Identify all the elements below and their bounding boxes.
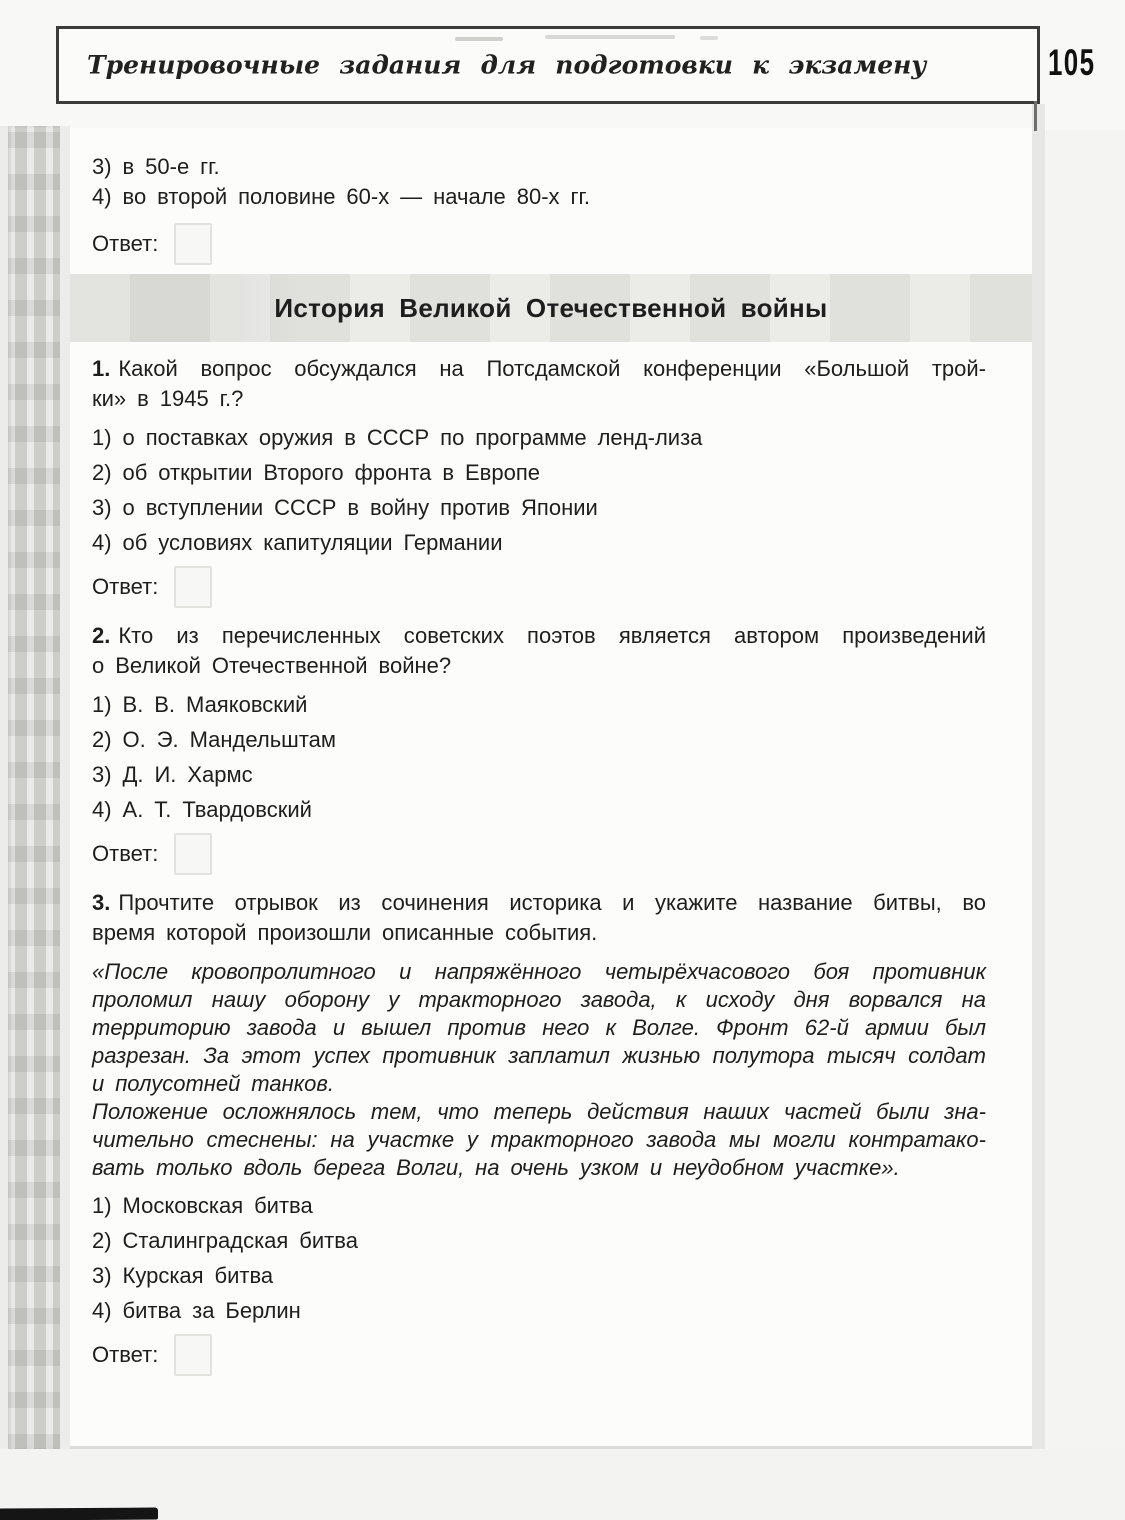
answer-write-in-box [174, 1334, 212, 1376]
option-line: 4) об условиях капитуляции Германии [92, 530, 503, 555]
option-line: 4) во второй половине 60-х — начале 80-х гг. [92, 184, 590, 209]
option-line: 3) о вступлении СССР в войну против Японии [92, 495, 598, 520]
question-number: 3. [92, 890, 111, 915]
answer-label: Ответ: [92, 231, 159, 256]
option-line: 2) Сталинградская битва [92, 1228, 358, 1253]
source-passage [92, 958, 986, 1182]
passage-line: и полусотней танков. [92, 1071, 334, 1096]
scan-artifact-bar [0, 1508, 158, 1520]
answer-label: Ответ: [92, 1342, 159, 1367]
answer-label: Ответ: [92, 574, 159, 599]
scan-ghost-mark [545, 35, 675, 39]
scan-ghost-mark [700, 36, 718, 40]
passage-line: чительно стеснены: на участке у тракторного завода мы могли контратако- [92, 1127, 986, 1152]
section-title: История Великой Отечественной войны [274, 293, 828, 323]
question-block-1 [92, 354, 986, 609]
question-stem-line [92, 621, 986, 651]
option-line: 1) Московская битва [92, 1193, 313, 1218]
options-list [92, 693, 986, 822]
question-stem-line: время которой произошли описанные события. [92, 920, 598, 945]
scan-bottom-margin [0, 1449, 1125, 1520]
question-number: 1. [92, 356, 111, 381]
option-line: 3) в 50-е гг. [92, 154, 220, 179]
page-number: 105 [1048, 42, 1096, 83]
question-number: 2. [92, 623, 111, 648]
answer-row [92, 222, 986, 266]
scan-right-edge-strip [1032, 104, 1045, 1460]
scan-right-margin [1045, 130, 1125, 1520]
option-line: 3) Д. И. Хармс [92, 762, 253, 787]
header-box-border-tail [1034, 101, 1037, 131]
passage-line: «После кровопролитного и напряжённого четырёхчасового боя противник [92, 959, 986, 984]
passage-line: проломил нашу оборону у тракторного завода, к исходу дня ворвался на [92, 987, 986, 1012]
answer-row [92, 832, 986, 876]
question-stem-text: Прочтите отрывок из сочинения историка и укажите название битвы, во [118, 890, 986, 915]
passage-line: территорию завода и вышел против него к Волге. Фронт 62-й армии был [92, 1015, 986, 1040]
scan-ghost-mark [455, 37, 503, 41]
section-heading-band [70, 274, 1032, 342]
passage-line: вать только вдоль берега Волги, на очень узком и неудобном участке». [92, 1155, 900, 1180]
question-stem-line [92, 354, 986, 384]
option-line: 1) о поставках оружия в СССР по программе ленд-лиза [92, 425, 703, 450]
option-line: 3) Курская битва [92, 1263, 274, 1288]
option-line: 2) О. Э. Мандельштам [92, 727, 337, 752]
answer-row [92, 565, 986, 609]
question-stem-line: ки» в 1945 г.? [92, 386, 244, 411]
passage-line: разрезан. За этот успех противник заплатил жизнью полутора тысяч солдат [92, 1043, 986, 1068]
running-header-title: Тренировочные задания для подготовки к экзамену [87, 50, 927, 80]
question-stem-text: Кто из перечисленных советских поэтов является автором произведений [118, 623, 986, 648]
answer-row [92, 1333, 986, 1377]
answer-write-in-box [174, 223, 212, 265]
answer-label: Ответ: [92, 841, 159, 866]
scan-left-edge-strip [8, 126, 60, 1450]
answer-write-in-box [174, 833, 212, 875]
passage-line: Положение осложнялось тем, что теперь действия наших частей были зна- [92, 1099, 986, 1124]
question-block-2 [92, 621, 986, 876]
option-line: 4) битва за Берлин [92, 1298, 301, 1323]
answer-write-in-box [174, 566, 212, 608]
option-line: 2) об открытии Второго фронта в Европе [92, 460, 540, 485]
option-line: 1) В. В. Маяковский [92, 692, 308, 717]
options-list [92, 1194, 986, 1323]
question-stem-line [92, 888, 986, 918]
options-list [92, 426, 986, 555]
option-line: 4) А. Т. Твардовский [92, 797, 312, 822]
page-content [70, 130, 1032, 1377]
question-block-3 [92, 888, 986, 1377]
question-stem-line: о Великой Отечественной войне? [92, 653, 452, 678]
question-stem-text: Какой вопрос обсуждался на Потсдамской конференции «Большой трой- [118, 356, 986, 381]
